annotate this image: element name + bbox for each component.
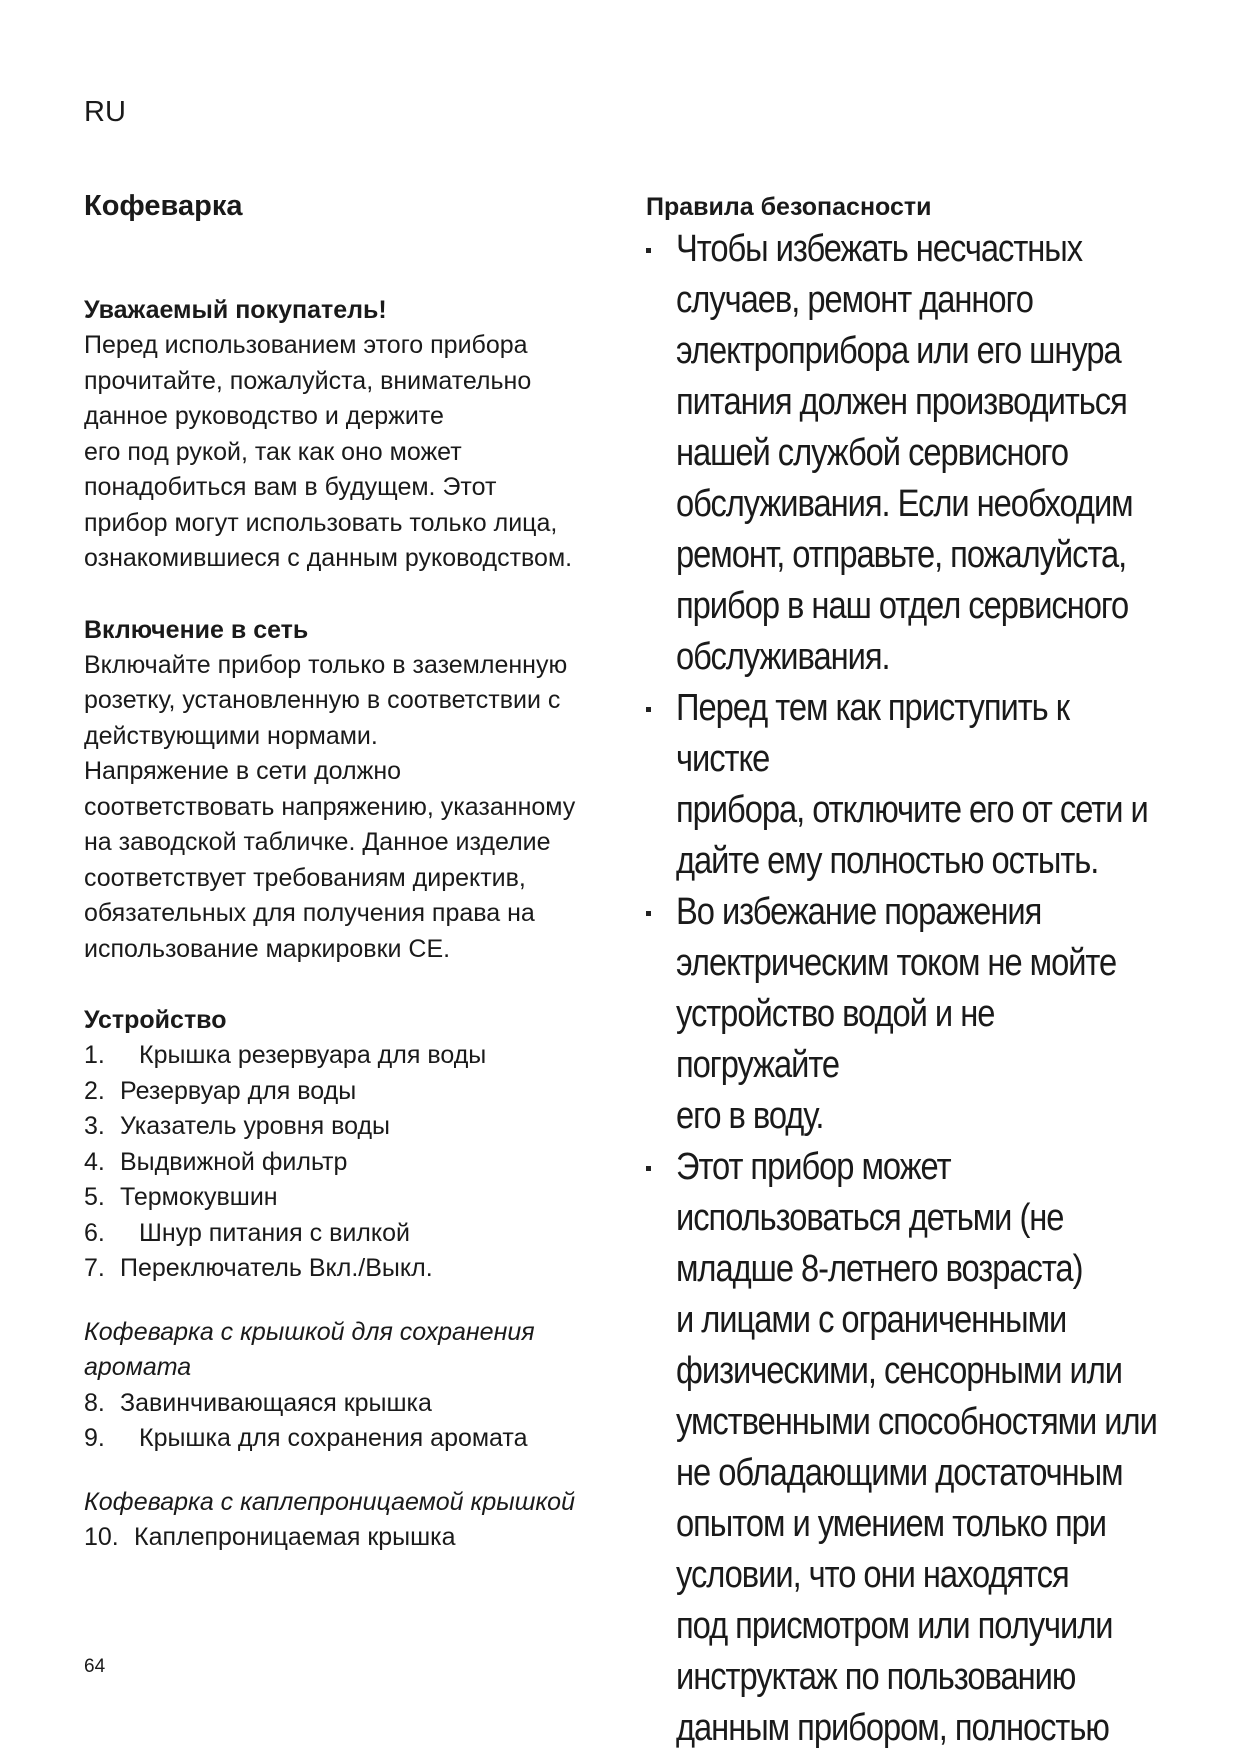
list-item: 6. Шнур питания с вилкой xyxy=(84,1218,410,1247)
safety-item: Этот прибор может использоваться детьми (не младше 8-летнего возраста) и лицами с ограниченными физическими, сенсорными или умственными способностями или не обладающими достаточным опытом и умением только при условии, что они находятся под присмотром или получили инструктаж по пользованию данным прибором, полностью xyxy=(646,1142,1166,1754)
bullet-icon xyxy=(646,707,651,712)
left-column xyxy=(84,190,624,1556)
list-item: 3. Указатель уровня воды xyxy=(84,1112,390,1140)
safety-item: Во избежание поражения электрическим током не мойте устройство водой и не погружайте его в воду. xyxy=(646,887,1166,1142)
safety-list xyxy=(646,224,1166,1754)
bullet-icon xyxy=(646,248,651,253)
page-number: 64 xyxy=(84,1656,106,1677)
safety-heading: Правила безопасности xyxy=(646,193,932,221)
power-heading: Включение в сеть xyxy=(84,615,309,644)
list-item: 4. Выдвижной фильтр xyxy=(84,1147,348,1176)
aroma-list xyxy=(84,1386,624,1457)
language-code: RU xyxy=(84,96,126,128)
list-item: 5. Термокувшин xyxy=(84,1183,278,1211)
greeting-heading: Уважаемый покупатель! xyxy=(84,296,387,324)
aroma-heading: Кофеварка с крышкой для сохранения аромата xyxy=(84,1317,535,1381)
safety-item: Чтобы избежать несчастных случаев, ремонт данного электроприбора или его шнура питания должен производиться нашей службой сервисного обслуживания. Если необходим ремонт, отправьте, пожалуйста, прибор в наш отдел сервисного обслуживания. xyxy=(646,224,1166,683)
drip-heading: Кофеварка с каплепроницаемой крышкой xyxy=(84,1487,575,1516)
power-text: Включайте прибор только в заземленную розетку, установленную в соответствии с действующими нормами. Напряжение в сети должно соответствовать напряжению, указанному на заводской табличке. Данное изделие соответствует требованиям директив, обязательных для получения права на использование маркировки CE. xyxy=(84,650,576,963)
bullet-icon xyxy=(646,1166,651,1171)
list-item: 7. Переключатель Вкл./Выкл. xyxy=(84,1254,433,1282)
list-item: 2. Резервуар для воды xyxy=(84,1076,357,1105)
safety-item: Перед тем как приступить к чистке прибора, отключите его от сети и дайте ему полностью остыть. xyxy=(646,683,1166,887)
list-item: 8. Завинчивающаяся крышка xyxy=(84,1388,432,1417)
device-list xyxy=(84,1038,624,1287)
page-title: Кофеварка xyxy=(84,190,243,222)
list-item: 1. Крышка резервуара для воды xyxy=(84,1041,487,1069)
list-item: 10. Каплепроницаемая крышка xyxy=(84,1523,456,1551)
right-column xyxy=(646,190,1166,1754)
bullet-icon xyxy=(646,911,651,916)
list-item: 9. Крышка для сохранения аромата xyxy=(84,1424,528,1452)
greeting-text: Перед использованием этого прибора прочитайте, пожалуйста, внимательно данное руководство и держите его под рукой, так как оно может понадобиться вам в будущем. Этот прибор могут использовать только лица, ознакомившиеся с данным руководством. xyxy=(84,331,573,572)
device-heading: Устройство xyxy=(84,1006,227,1034)
drip-list xyxy=(84,1520,624,1556)
